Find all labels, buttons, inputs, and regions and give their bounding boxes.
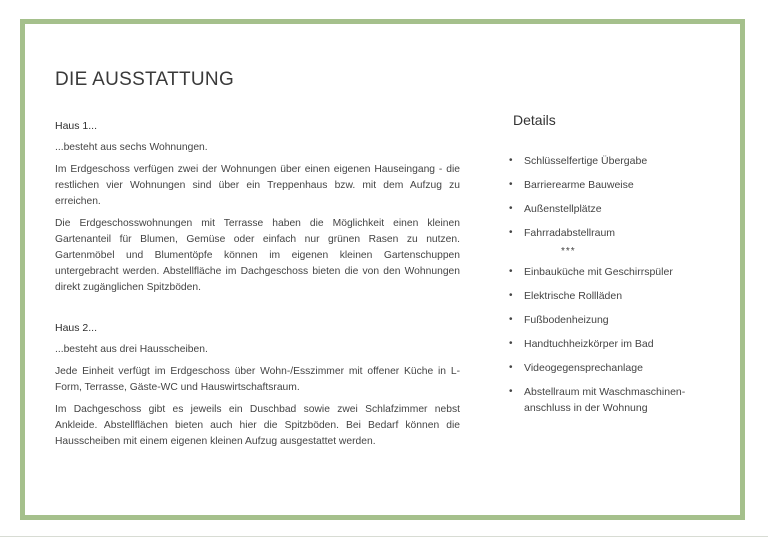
details-separator: *** (561, 246, 576, 257)
detail-item-label: Barrierearme Bauweise (524, 179, 634, 191)
detail-item (509, 360, 719, 376)
haus1-heading: Haus 1... (55, 120, 98, 132)
detail-item-label: Fußbodenheizung (524, 314, 609, 326)
haus2-paragraph: ...besteht aus drei Hausscheiben. (55, 344, 208, 355)
bullet-icon: • (509, 179, 513, 190)
details-column (509, 112, 719, 424)
bullet-icon: • (509, 266, 513, 277)
detail-item (509, 336, 719, 352)
bullet-icon: • (509, 155, 513, 166)
haus1-paragraph: ...besteht aus sechs Wohnungen. (55, 142, 208, 153)
bullet-icon: • (509, 386, 513, 397)
detail-item-label: Handtuchheizkörper im Bad (524, 338, 654, 350)
detail-item-label: Abstellraum mit Waschmaschinen-anschluss in der Wohnung (524, 386, 686, 414)
description-column (55, 118, 460, 456)
haus1-paragraph: Die Erdgeschosswohnungen mit Terrasse haben die Möglichkeit einen kleinen Gartenanteil für Blumen, Gemüse oder einfach nur grünen Rasen zu nutzen. Gartenmöbel und Blumentöpfe können im eigenen kleinen Gartenschuppen untergebracht werden. Abstellfläche im Dachgeschoss bieten die von den Wohnungen direkt zugänglichen Spitzböden. (55, 218, 460, 293)
bullet-icon: • (509, 314, 513, 325)
detail-item (509, 225, 719, 241)
page-bottom-divider (0, 536, 768, 537)
detail-item-label: Schlüsselfertige Übergabe (524, 155, 648, 167)
bullet-icon: • (509, 338, 513, 349)
detail-item (509, 264, 719, 280)
detail-item-label: Fahrradabstellraum (524, 227, 616, 239)
detail-item-label: Videogegensprechanlage (524, 362, 643, 374)
bullet-icon: • (509, 290, 513, 301)
bullet-icon: • (509, 203, 513, 214)
page-title: DIE AUSSTATTUNG (55, 69, 235, 90)
details-heading: Details (513, 112, 556, 128)
detail-item (509, 312, 719, 328)
haus1-paragraph: Im Erdgeschoss verfügen zwei der Wohnungen über einen eigenen Hauseingang - die restlichen vier Wohnungen sind über ein Treppenhaus bzw. mit dem Aufzug zu erreichen. (55, 164, 460, 207)
bullet-icon: • (509, 227, 513, 238)
page-frame (20, 19, 745, 520)
detail-item (509, 177, 719, 193)
bullet-icon: • (509, 362, 513, 373)
detail-item (509, 384, 719, 416)
detail-item (509, 288, 719, 304)
haus2-heading: Haus 2... (55, 322, 98, 334)
detail-item (509, 153, 719, 169)
haus2-section (55, 320, 460, 450)
detail-item-label: Außenstellplätze (524, 203, 602, 215)
details-list-group1 (509, 153, 719, 241)
detail-item-label: Elektrische Rollläden (524, 290, 623, 302)
details-list-group2 (509, 264, 719, 416)
detail-item (509, 201, 719, 217)
haus2-paragraph: Jede Einheit verfügt im Erdgeschoss über Wohn-/Esszimmer mit offener Küche in L-Form, Terrasse, Gäste-WC und Hauswirtschaftsraum. (55, 366, 460, 393)
haus1-section (55, 118, 460, 296)
detail-item-label: Einbauküche mit Geschirrspüler (524, 266, 673, 278)
haus2-paragraph: Im Dachgeschoss gibt es jeweils ein Duschbad sowie zwei Schlafzimmer nebst Ankleide. Abstellflächen bieten auch hier die Spitzböden. Bei Bedarf können die Hausscheiben mit einem eigenen kleinen Aufzug ausgestattet werden. (55, 404, 460, 447)
